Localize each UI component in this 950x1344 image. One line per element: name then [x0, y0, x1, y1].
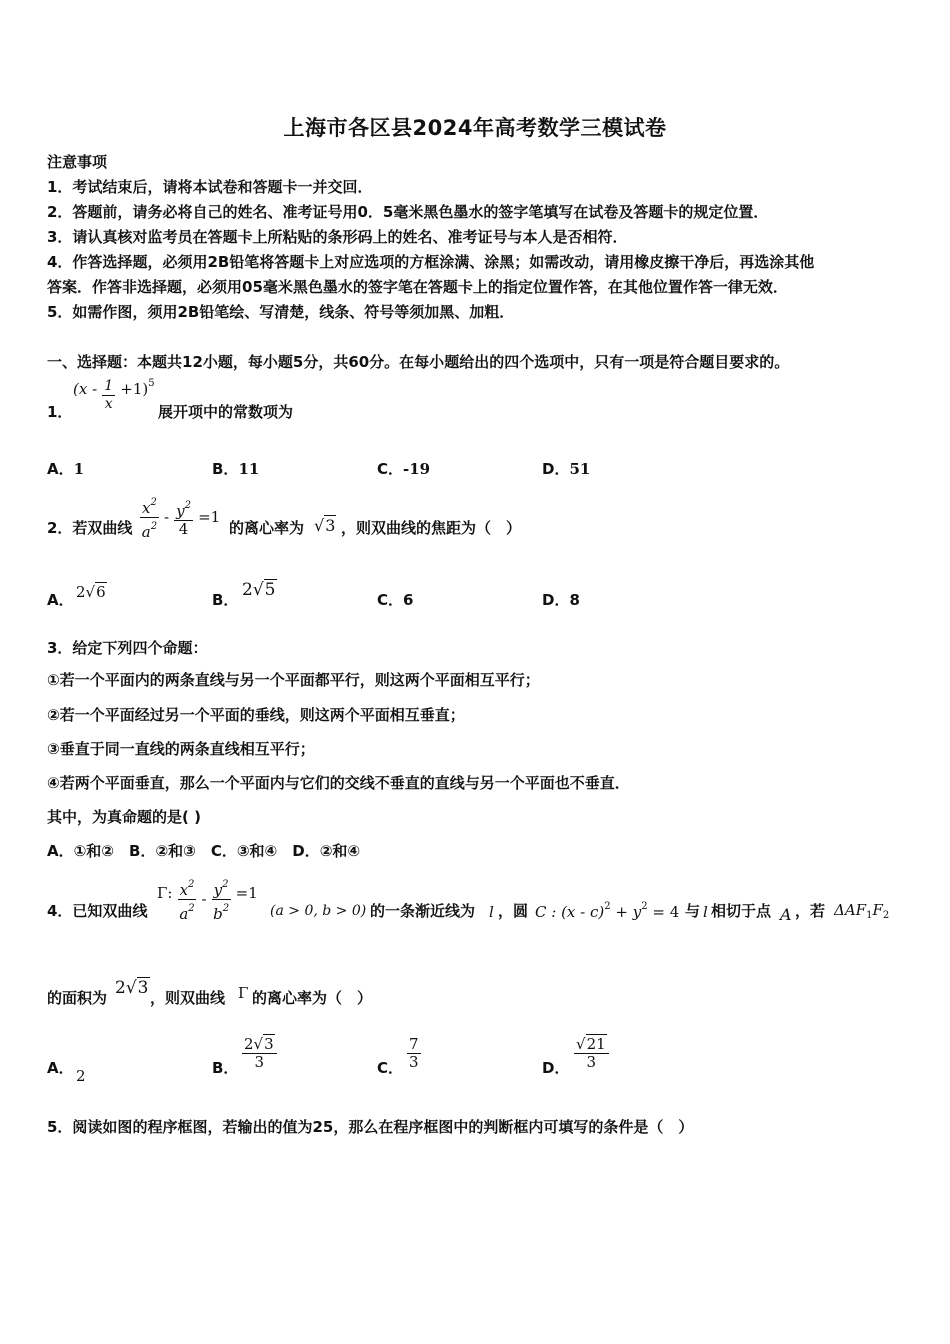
section-heading: 一、选择题：本题共12小题，每小题5分，共60分。在每小题给出的四个选项中，只有一项是符合题目要求的。	[47, 353, 790, 371]
q4-text: 相切于点	[711, 902, 772, 920]
q3-line: 其中，为真命题的是( )	[47, 808, 201, 826]
q1-text: 展开项中的常数项为	[158, 403, 294, 421]
q2-option-b-label: B．	[212, 591, 239, 609]
q4-line-l: l	[489, 903, 494, 921]
q4-option-c-value: $\frac{7}{3}$	[409, 1035, 419, 1071]
q2-text-mid: 的离心率为	[229, 519, 305, 537]
page-title: 上海市各区县2024年高考数学三模试卷	[283, 116, 667, 140]
note-item: 3．请认真核对监考员在答题卡上所粘贴的条形码上的姓名、准考证号与本人是否相符．	[47, 228, 628, 246]
q4-text: ，则双曲线	[150, 989, 226, 1007]
q4-option-d-value: $\frac{√21}{3}$	[574, 1036, 609, 1071]
q4-text: 的离心率为（ ）	[252, 989, 373, 1007]
q5-text: 5．阅读如图的程序框图，若输出的值为25，那么在程序框图中的判断框内可填写的条件是（ ）	[47, 1118, 694, 1136]
q4-condition: (a > 0, b > 0)	[270, 903, 367, 919]
q1-expression: (x - $\frac{1}{x}$ +1)$^5$	[73, 378, 155, 412]
fraction: $\frac{1}{x}$	[104, 378, 114, 412]
q4-option-b-value: $\frac{2√3}{3}$	[242, 1036, 277, 1071]
q4-option-a-label: A．	[47, 1059, 74, 1077]
q4-option-a-value: 2	[76, 1067, 86, 1085]
q2-option-a-value: 2√6	[76, 583, 106, 601]
q4-text: 的面积为	[47, 989, 108, 1007]
q4-line-l: l	[703, 903, 708, 921]
q4-text: ，圆	[498, 902, 529, 920]
q4-option-c-label: C．	[377, 1059, 404, 1077]
q3-line: ③垂直于同一直线的两条直线相互平行；	[47, 740, 315, 758]
q4-area: 2√3	[115, 978, 149, 998]
q4-option-d-label: D．	[542, 1059, 570, 1077]
q2-sqrt: √3	[314, 516, 336, 535]
notes-heading: 注意事项	[47, 153, 108, 171]
note-item: 4．作答选择题，必须用2B铅笔将答题卡上对应选项的方框涂满、涂黑；如需改动，请用橡皮擦干净后，再选涂其他	[47, 253, 815, 271]
note-item: 2．答题前，请务必将自己的姓名、准考证号用0．5毫米黑色墨水的签字笔填写在试卷及答题卡的规定位置．	[47, 203, 769, 221]
q2-option-d: D．8	[542, 591, 580, 609]
q3-line: ②若一个平面经过另一个平面的垂线，则这两个平面相互垂直；	[47, 706, 465, 724]
q2-option-c: C．6	[377, 591, 414, 609]
q2-option-a-label: A．	[47, 591, 74, 609]
q4-option-b-label: B．	[212, 1059, 239, 1077]
q3-line: 3．给定下列四个命题：	[47, 639, 208, 657]
q1-number: 1．	[47, 403, 73, 421]
q4-hyperbola: Γ: $\frac{x^2}{a^2}$ - $\frac{y^2}{b^2}$ =1	[157, 876, 258, 923]
q2-option-b-value: 2√5	[242, 580, 276, 600]
q1-option-b: B．11	[212, 460, 260, 478]
q1-option-c: C．-19	[377, 460, 431, 478]
q2-text-suffix: ，则双曲线的焦距为（ ）	[341, 519, 522, 537]
q4-circle: C : $(x - c)^2 + y^2 = 4$	[535, 901, 680, 921]
q3-line: ④若两个平面垂直，那么一个平面内与它们的交线不垂直的直线与另一个平面也不垂直．	[47, 774, 630, 792]
q4-point-a: A	[780, 905, 792, 924]
q2-prefix: 2．若双曲线	[47, 519, 133, 537]
q3-options: A．①和② B．②和③ C．③和④ D．②和④	[47, 842, 361, 860]
q4-text: 与	[685, 902, 701, 920]
q4-text: ，若	[795, 902, 826, 920]
q4-gamma: Γ	[238, 984, 249, 1002]
note-item: 答案．作答非选择题，必须用05毫米黑色墨水的签字笔在答题卡上的指定位置作答，在其他位置作答一律无效．	[47, 278, 788, 296]
q1-option-a: A．1	[47, 460, 85, 478]
q4-text: 的一条渐近线为	[370, 902, 476, 920]
note-item: 1．考试结束后，请将本试卷和答题卡一并交回．	[47, 178, 373, 196]
q4-triangle: $\Delta AF_1F_2$	[834, 901, 890, 921]
q3-line: ①若一个平面内的两条直线与另一个平面都平行，则这两个平面相互平行；	[47, 671, 540, 689]
note-item: 5．如需作图，须用2B铅笔绘、写清楚，线条、符号等须加黑、加粗．	[47, 303, 515, 321]
q4-prefix: 4．已知双曲线	[47, 902, 148, 920]
q2-equation: $\frac{x^2}{a^2}$ - $\frac{y^2}{4}$ =1	[140, 494, 220, 541]
q1-option-d: D．51	[542, 460, 591, 478]
